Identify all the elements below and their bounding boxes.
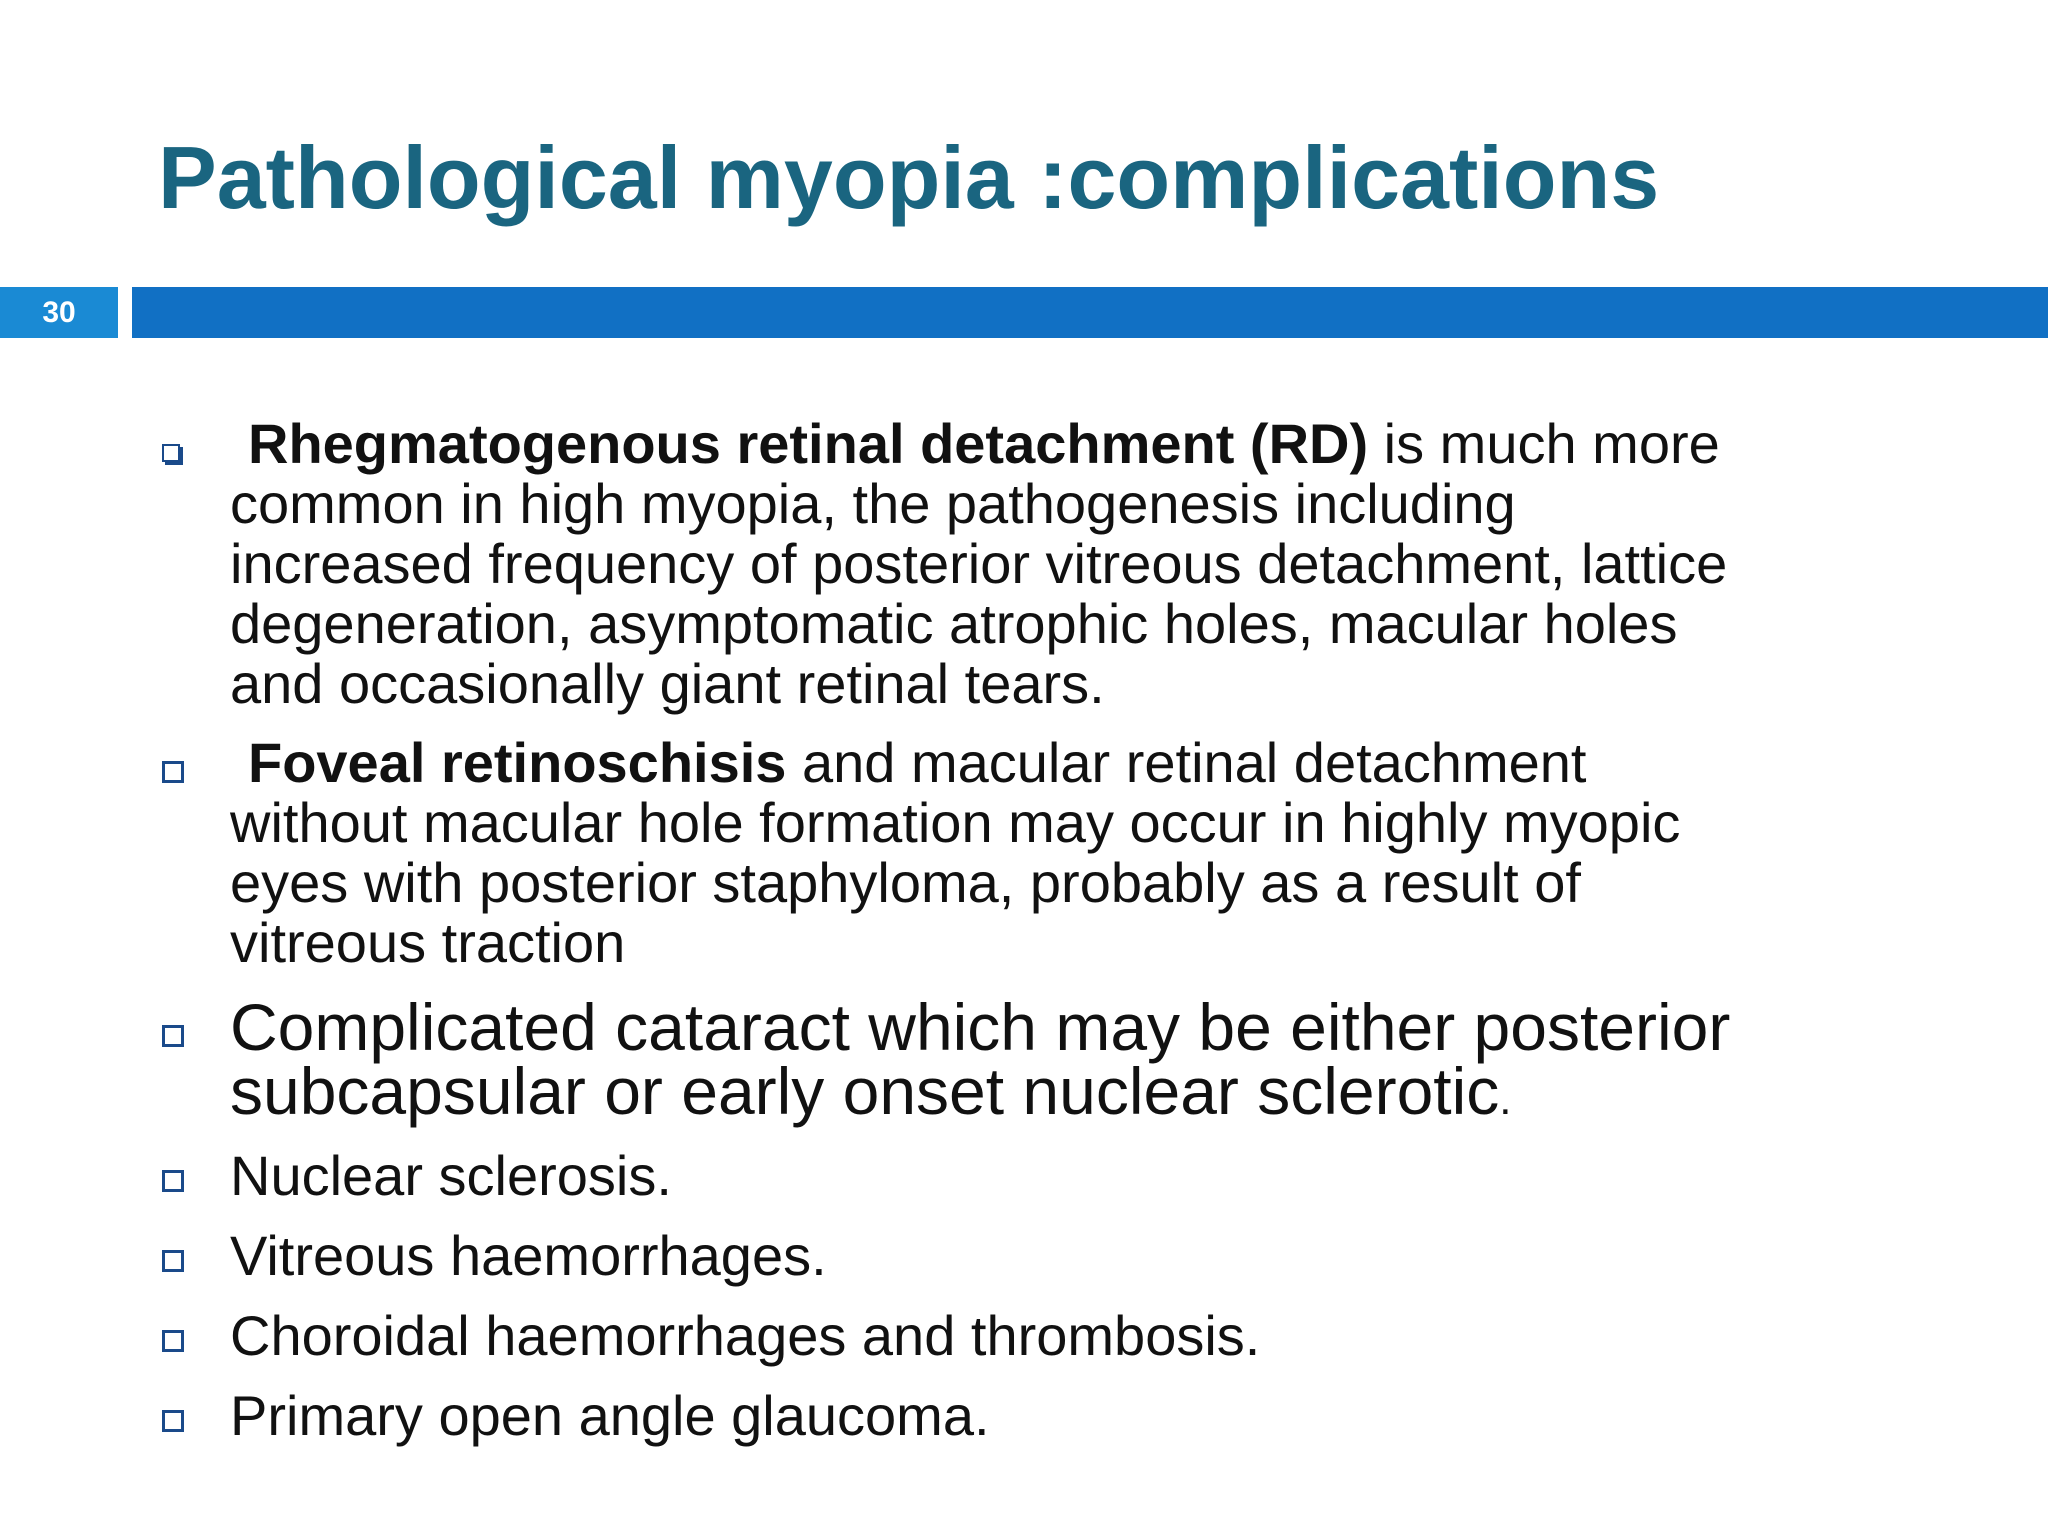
list-item-line: and occasionally giant retinal tears. <box>230 652 1105 715</box>
list-item-text <box>230 733 2048 973</box>
list-item-text: Choroidal haemorrhages and thrombosis. <box>230 1304 1261 1367</box>
list-item-line <box>230 1054 2048 1132</box>
square-bullet-icon <box>162 1410 184 1432</box>
list-item-text: Primary open angle glaucoma. <box>230 1384 990 1447</box>
list-item-line: common in high myopia, the pathogenesis including <box>230 472 1516 535</box>
list-item-line: increased frequency of posterior vitreous detachment, lattice <box>230 532 1728 595</box>
slide-title: Pathological myopia :complications <box>158 128 1660 227</box>
list-item-line: Complicated cataract which may be either posterior <box>230 990 1731 1064</box>
bold-lead: Foveal retinoschisis <box>248 731 787 794</box>
line-end: . <box>1499 1075 1512 1124</box>
list-item-line: without macular hole formation may occur in highly myopic <box>230 791 1681 854</box>
list-item-line: eyes with posterior staphyloma, probably as a result of <box>230 851 1581 914</box>
line-rest: and macular retinal detachment <box>786 731 1587 794</box>
square-bullet-icon <box>162 1170 184 1192</box>
list-item-line: degeneration, asymptomatic atrophic holes, macular holes <box>230 592 1678 655</box>
line-body: subcapsular or early onset nuclear sclerotic <box>230 1054 1500 1128</box>
square-bullet-icon <box>162 1250 184 1272</box>
bold-lead: Rhegmatogenous retinal detachment (RD) <box>248 412 1369 475</box>
list-item-text <box>230 990 2048 1132</box>
square-bullet-icon <box>162 1330 184 1352</box>
list-item-text: Vitreous haemorrhages. <box>230 1224 827 1287</box>
square-bullet-icon <box>162 444 180 462</box>
slide-number: 30 <box>0 287 118 338</box>
square-bullet-icon <box>162 1025 184 1047</box>
list-item-text <box>230 414 2048 714</box>
list-item-text: Nuclear sclerosis. <box>230 1144 672 1207</box>
square-bullet-icon <box>162 761 184 783</box>
line-rest: is much more <box>1368 412 1720 475</box>
list-item-line <box>230 414 2048 474</box>
list-item-line: vitreous traction <box>230 911 626 974</box>
list-item-line <box>230 733 2048 793</box>
